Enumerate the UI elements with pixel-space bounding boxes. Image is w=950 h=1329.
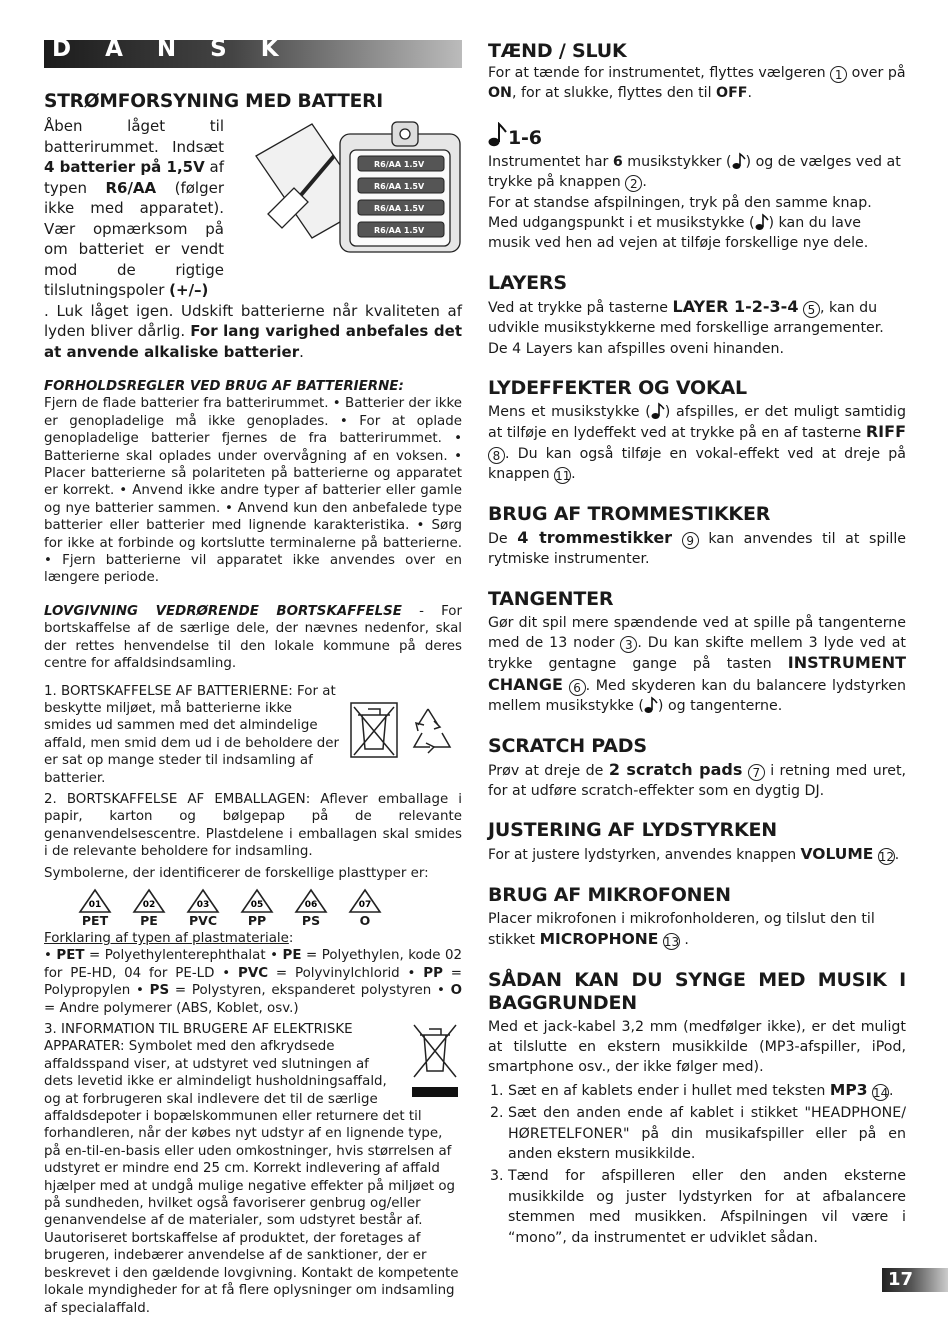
resin-code-pp: 05 PP xyxy=(236,888,278,928)
songs-heading: 1-6 xyxy=(508,126,542,149)
battery-3-label: R6/AA 1.5V xyxy=(374,204,425,213)
onoff-heading: TÆND / SLUK xyxy=(488,40,627,62)
volume-heading: JUSTERING AF LYDSTYRKEN xyxy=(488,819,777,842)
music-note-icon xyxy=(732,152,746,170)
left-column xyxy=(44,36,463,1317)
battery-section xyxy=(44,116,462,362)
right-column xyxy=(488,40,906,1250)
sing-heading: SÅDAN KAN DU SYNGE MED MUSIK I BAGGRUNDEN xyxy=(488,968,906,1014)
battery-1 xyxy=(358,156,444,171)
keys-heading: TANGENTER xyxy=(488,587,614,610)
language-title: D A N S K xyxy=(52,36,292,62)
section-keys: TANGENTER Gør dit spil mere spændende ved at spille på tangenterne med de 13 noder 3 . Du kan skifte mellem 3 lyde ved at trykke gentagne gange på tasten INSTRUMENT CHANGE 6 . Med skyderen kan du balancere lydstyrken mellem musikstykke ( ) og tangenterne. xyxy=(488,587,906,715)
weee-crossed-bin-icon xyxy=(408,1021,462,1099)
battery-disposal-icons xyxy=(350,701,462,759)
battery-text-narrow: Åben låget til batterirummet. Indsæt 4 batterier på 1,5V af typen R6/AA (følger ikke med apparatet). Vær opmærksom på om batteriet er vendt mod de rigtige tilslutningspoler (+/–) xyxy=(44,117,224,299)
crossed-bin-icon xyxy=(351,703,397,757)
music-note-icon xyxy=(644,696,658,714)
section-onoff: TÆND / SLUK For at tænde for instrumentet, flyttes vælgeren 1 over på ON, for at slukke, flyttes den til OFF. xyxy=(488,40,906,102)
page-number-badge xyxy=(882,1268,948,1292)
battery-2-label: R6/AA 1.5V xyxy=(374,182,425,191)
disposal-item-1: 1. BORTSKAFFELSE AF BATTERIERNE: For at beskytte miljøet, må batterierne ikke smides ud sammen med det almindelige affald, men smid dem ud i de beholdere der er sat op mange steder til indsamling af batterier. xyxy=(44,683,462,787)
music-note-icon xyxy=(488,122,508,148)
svg-text:01: 01 xyxy=(88,899,102,910)
resin-code-pe: 02 PE xyxy=(128,888,170,928)
ref-number: 2 xyxy=(625,175,642,192)
ref-number: 14 xyxy=(873,1085,889,1100)
sing-step-1: 1. Sæt en af kablets ender i hullet med teksten MP3 14. xyxy=(508,1080,906,1101)
ref-number: 7 xyxy=(748,764,765,781)
recycle-triangle-icon xyxy=(77,888,113,914)
ref-number: 1 xyxy=(830,66,847,83)
sing-steps xyxy=(488,1080,906,1248)
resin-code-o: 07 O xyxy=(344,888,386,928)
section-volume: JUSTERING AF LYDSTYRKEN For at justere lydstyrken, anvendes knappen VOLUME 12. xyxy=(488,819,906,865)
battery-compartment-illustration xyxy=(248,116,466,256)
sing-step-3: 3. Tænd for afspilleren eller den anden eksterne musikkilde og juster lydstyrken for at afbalancere stemmen med musikken. Afspilningen vil være i “mono”, da instrumentet er udviklet sådan. xyxy=(508,1166,906,1248)
ref-number: 3 xyxy=(620,636,637,653)
effects-heading: LYDEFFEKTER OG VOKAL xyxy=(488,377,747,400)
svg-text:06: 06 xyxy=(304,899,318,910)
recycle-icon xyxy=(414,709,450,753)
precautions-text: Fjern de flade batterier fra batterirummet. • Batterier der ikke er genopladelige må ikke genoplades. • For at oplade genopladelige batterier fjernes de fra batterirummet. • Batterierne skal oplades under overvågning af en voksen. • Placer batterierne så polariteten på batterierne og apparatet er korrekt. • Anvend ikke andre typer af batterier eller gamle og nye batterier sammen. • Anvend kun den anbefalede type batterier eller batterier med lignende karakteristika. • Sørg for ikke at forbinde og kortslutte terminalerne på batterierne. • Fjern batterierne vil apparatet ikke anvendes over en længere periode. xyxy=(44,396,462,586)
recycle-triangle-icon xyxy=(293,888,329,914)
ref-number: 9 xyxy=(682,532,699,549)
section-layers: LAYERS Ved at trykke på tasterne LAYER 1-2-3-4 5 , kan du udvikle musikstykkerne med forskellige arrangementer. De 4 Layers kan afspilles oveni hinanden. xyxy=(488,272,906,359)
section-effects: LYDEFFEKTER OG VOKAL Mens et musikstykke ( ) afspilles, er det muligt samtidig at tilføje en lydeffekt ved at trykke på en af tasterne RIFF 8 . Du kan også tilføje en vokal-effekt ved at dreje på knappen 11. xyxy=(488,377,906,484)
recycle-triangle-icon xyxy=(347,888,383,914)
section-scratch: SCRATCH PADS Prøv at dreje de 2 scratch pads 7 i retning med uret, for at udføre scratch-effekter som en dygtig DJ. xyxy=(488,734,907,799)
symbols-intro: Symbolerne, der identificerer de forskellige plasttyper er: xyxy=(44,865,429,881)
precautions-heading: FORHOLDSREGLER VED BRUG AF BATTERIERNE: xyxy=(44,379,404,394)
svg-text:02: 02 xyxy=(142,899,156,910)
ref-number: 11 xyxy=(555,469,571,484)
section-sing xyxy=(488,969,906,1248)
resin-code-ps: 06 PS xyxy=(290,888,332,928)
music-note-icon xyxy=(755,213,769,231)
battery-3 xyxy=(358,200,444,215)
drums-heading: BRUG AF TROMMESTIKKER xyxy=(488,502,771,525)
battery-2 xyxy=(358,178,444,193)
resin-codes-row xyxy=(74,888,462,928)
ref-number: 8 xyxy=(488,447,505,464)
svg-text:05: 05 xyxy=(250,899,264,910)
ref-number: 6 xyxy=(569,679,586,696)
recycle-triangle-icon xyxy=(131,888,167,914)
section-songs: 1-6 Instrumentet har 6 musikstykker ( ) og de vælges ved at trykke på knappen 2 . For at standse afspilningen, tryk på den samme knap. Med udgangspunkt i et musikstykke ( ) kan du lave musik ved hen ad vejen at tilføje forskellige nye dele. xyxy=(488,122,906,254)
recycle-triangle-icon xyxy=(239,888,275,914)
plastic-explain-heading: Forklaring af typen af plastmateriale: xyxy=(44,930,294,946)
scratch-heading: SCRATCH PADS xyxy=(488,734,647,757)
battery-text-wide: . Luk låget igen. Udskift batterierne når kvaliteten af lyden bliver dårlig. For lang varighed anbefales det at anvende alkaliske batterier. xyxy=(44,301,462,361)
plastic-explain-text: • PET = Polyethylenterephthalat • PE = Polyethylen, kode 02 for PE-HD, 04 for PE-LD • PVC = Polyvinylchlorid • PP = Polypropylen • PS = Polystyren, ekspanderet polystyren • O = Andre polymerer (ABS, Koblet, osv.) xyxy=(44,948,463,1016)
battery-1-label: R6/AA 1.5V xyxy=(374,160,425,169)
ref-number: 5 xyxy=(803,301,820,318)
recycle-triangle-icon xyxy=(185,888,221,914)
page-number: 17 xyxy=(888,1269,914,1290)
disposal-item-2: 2. BORTSKAFFELSE AF EMBALLAGEN: Aflever emballage i papir, karton og bølgepap på de relevante genanvendelsescentre. Plastdelene i emballagen skal smides i de relevante beholdere for indsamling. xyxy=(44,791,462,860)
disposal-heading: LOVGIVNING VEDRØRENDE BORTSKAFFELSE xyxy=(44,603,402,619)
sing-intro: Med et jack-kabel 3,2 mm (medfølger ikke), er det muligt at tilslutte en ekstern musikkilde (MP3-afspiller, iPod, smartphone osv., der ikke følger med). xyxy=(488,1018,906,1076)
section-mic: BRUG AF MIKROFONEN Placer mikrofonen i mikrofonholderen, og tilslut den til stikket MICROPHONE 13 . xyxy=(488,884,906,951)
music-note-icon xyxy=(651,402,665,420)
sing-step-2: 2. Sæt den anden ende af kablet i stikket "HEADPHONE/ HØRETELFONER" på din musikafspiller eller på en anden ekstern musikkilde. xyxy=(508,1103,906,1164)
ref-number: 13 xyxy=(663,935,680,950)
resin-code-pvc: 03 PVC xyxy=(182,888,224,928)
disposal-intro: LOVGIVNING VEDRØRENDE BORTSKAFFELSE - For bortskaffelse af de særlige dele, der nævnes nedenfor, skal der rettes henvendelse til den lokale kommune på deres centre for affaldsindsamling. xyxy=(44,603,462,672)
mic-heading: BRUG AF MIKROFONEN xyxy=(488,883,731,906)
resin-code-pet: 01 PET xyxy=(74,888,116,928)
battery-4 xyxy=(358,222,444,237)
svg-text:03: 03 xyxy=(196,899,210,910)
battery-heading: STRØMFORSYNING MED BATTERI xyxy=(44,91,383,112)
section-drums: BRUG AF TROMMESTIKKER De 4 trommestikker 9 kan anvendes til at spille rytmiske instrumenter. xyxy=(488,502,907,568)
battery-4-label: R6/AA 1.5V xyxy=(374,226,425,235)
svg-text:07: 07 xyxy=(358,899,372,910)
layers-heading: LAYERS xyxy=(488,271,567,294)
disposal-item-3: 3. INFORMATION TIL BRUGERE AF ELEKTRISKE APPARATER: Symbolet med den afkrydsede affaldsspand viser, at udstyret ved slutningen af dets levetid ikke er almindeligt husholdningsaffald, og at forbrugeren skal indlevere det til de særlige affaldsdepoter i bopælskommunen eller returnere det til forhandleren, når der købes nyt udstyr af en lignende type, på en-til-en-basis eller uden omkostninger, hvis størrelsen af udstyret er mindre end 25 cm. Korrekt indlevering af affald hjælper med at undgå mulige negative effekter på miljøet og på sundheden, hvilket også favoriserer genbrug og/eller genanvendelse af de materialer, som udstyret består af. Uautoriseret bortskaffelse af produktet, der foretages af brugeren, indebærer anvendelse af de sanktioner, der er beskrevet i den gældende lovgivning. Kontakt de kompetente lokale myndigheder for at få flere oplysninger om indsamling af specialaffald. xyxy=(44,1021,462,1317)
ref-number: 12 xyxy=(878,850,895,865)
language-header-bar xyxy=(44,36,462,68)
